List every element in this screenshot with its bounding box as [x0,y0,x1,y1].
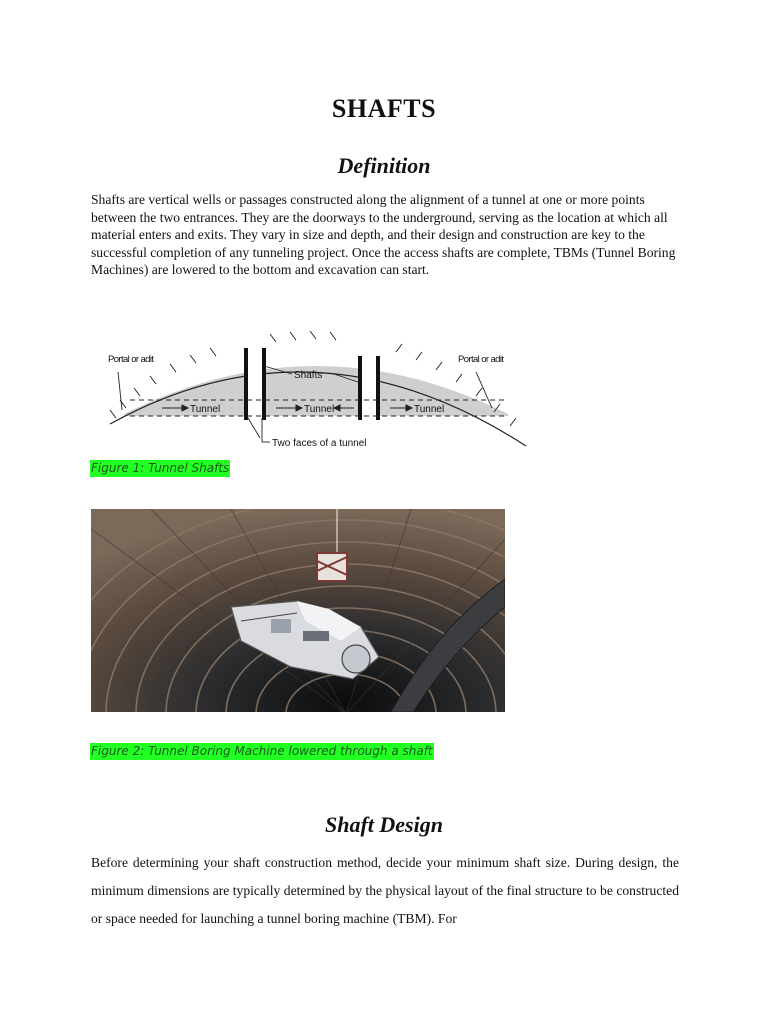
definition-paragraph: Shafts are vertical wells or passages constructed along the alignment of a tunnel at one or more points between the two entrances. They are the doorways to the underground, serving as the location at which all material enters and exits. They vary in size and depth, and their design and construction are key to the successful completion of any tunneling project. Once the access shafts are complete, TBMs (Tunnel Boring Machines) are lowered to the bottom and excavation can start. [91,192,676,278]
shafts-label: Shafts [294,370,323,381]
tbm-shaft-photo [91,509,505,712]
faces-label: Two faces of a tunnel [272,438,367,449]
section-heading-definition: Definition [337,153,431,178]
tunnel-shafts-diagram [96,326,536,456]
figure-1-caption: Figure 1: Tunnel Shafts [91,461,230,475]
tunnel-label-1: Tunnel [190,404,221,415]
tunnel-label-3: Tunnel [414,404,445,415]
shaft-right [358,356,380,420]
portal-left-label: Portal or adit [108,354,154,365]
section-heading-shaft-design: Shaft Design [325,812,443,837]
page-title: SHAFTS [331,94,437,123]
portal-right-label: Portal or adit [458,354,504,365]
shaft-left [244,348,266,420]
hoist-block [317,553,347,581]
shaft-design-paragraph: Before determining your shaft construction method, decide your minimum shaft size. During design, the minimum dimensions are typically determined by the physical layout of the final structure to be constructed or space needed for launching a tunnel boring machine (TBM). For [91,855,679,926]
figure-2-caption: Figure 2: Tunnel Boring Machine lowered through a shaft [91,744,433,758]
tunnel-label-2: Tunnel [304,404,335,415]
faces-leaders [248,418,270,442]
